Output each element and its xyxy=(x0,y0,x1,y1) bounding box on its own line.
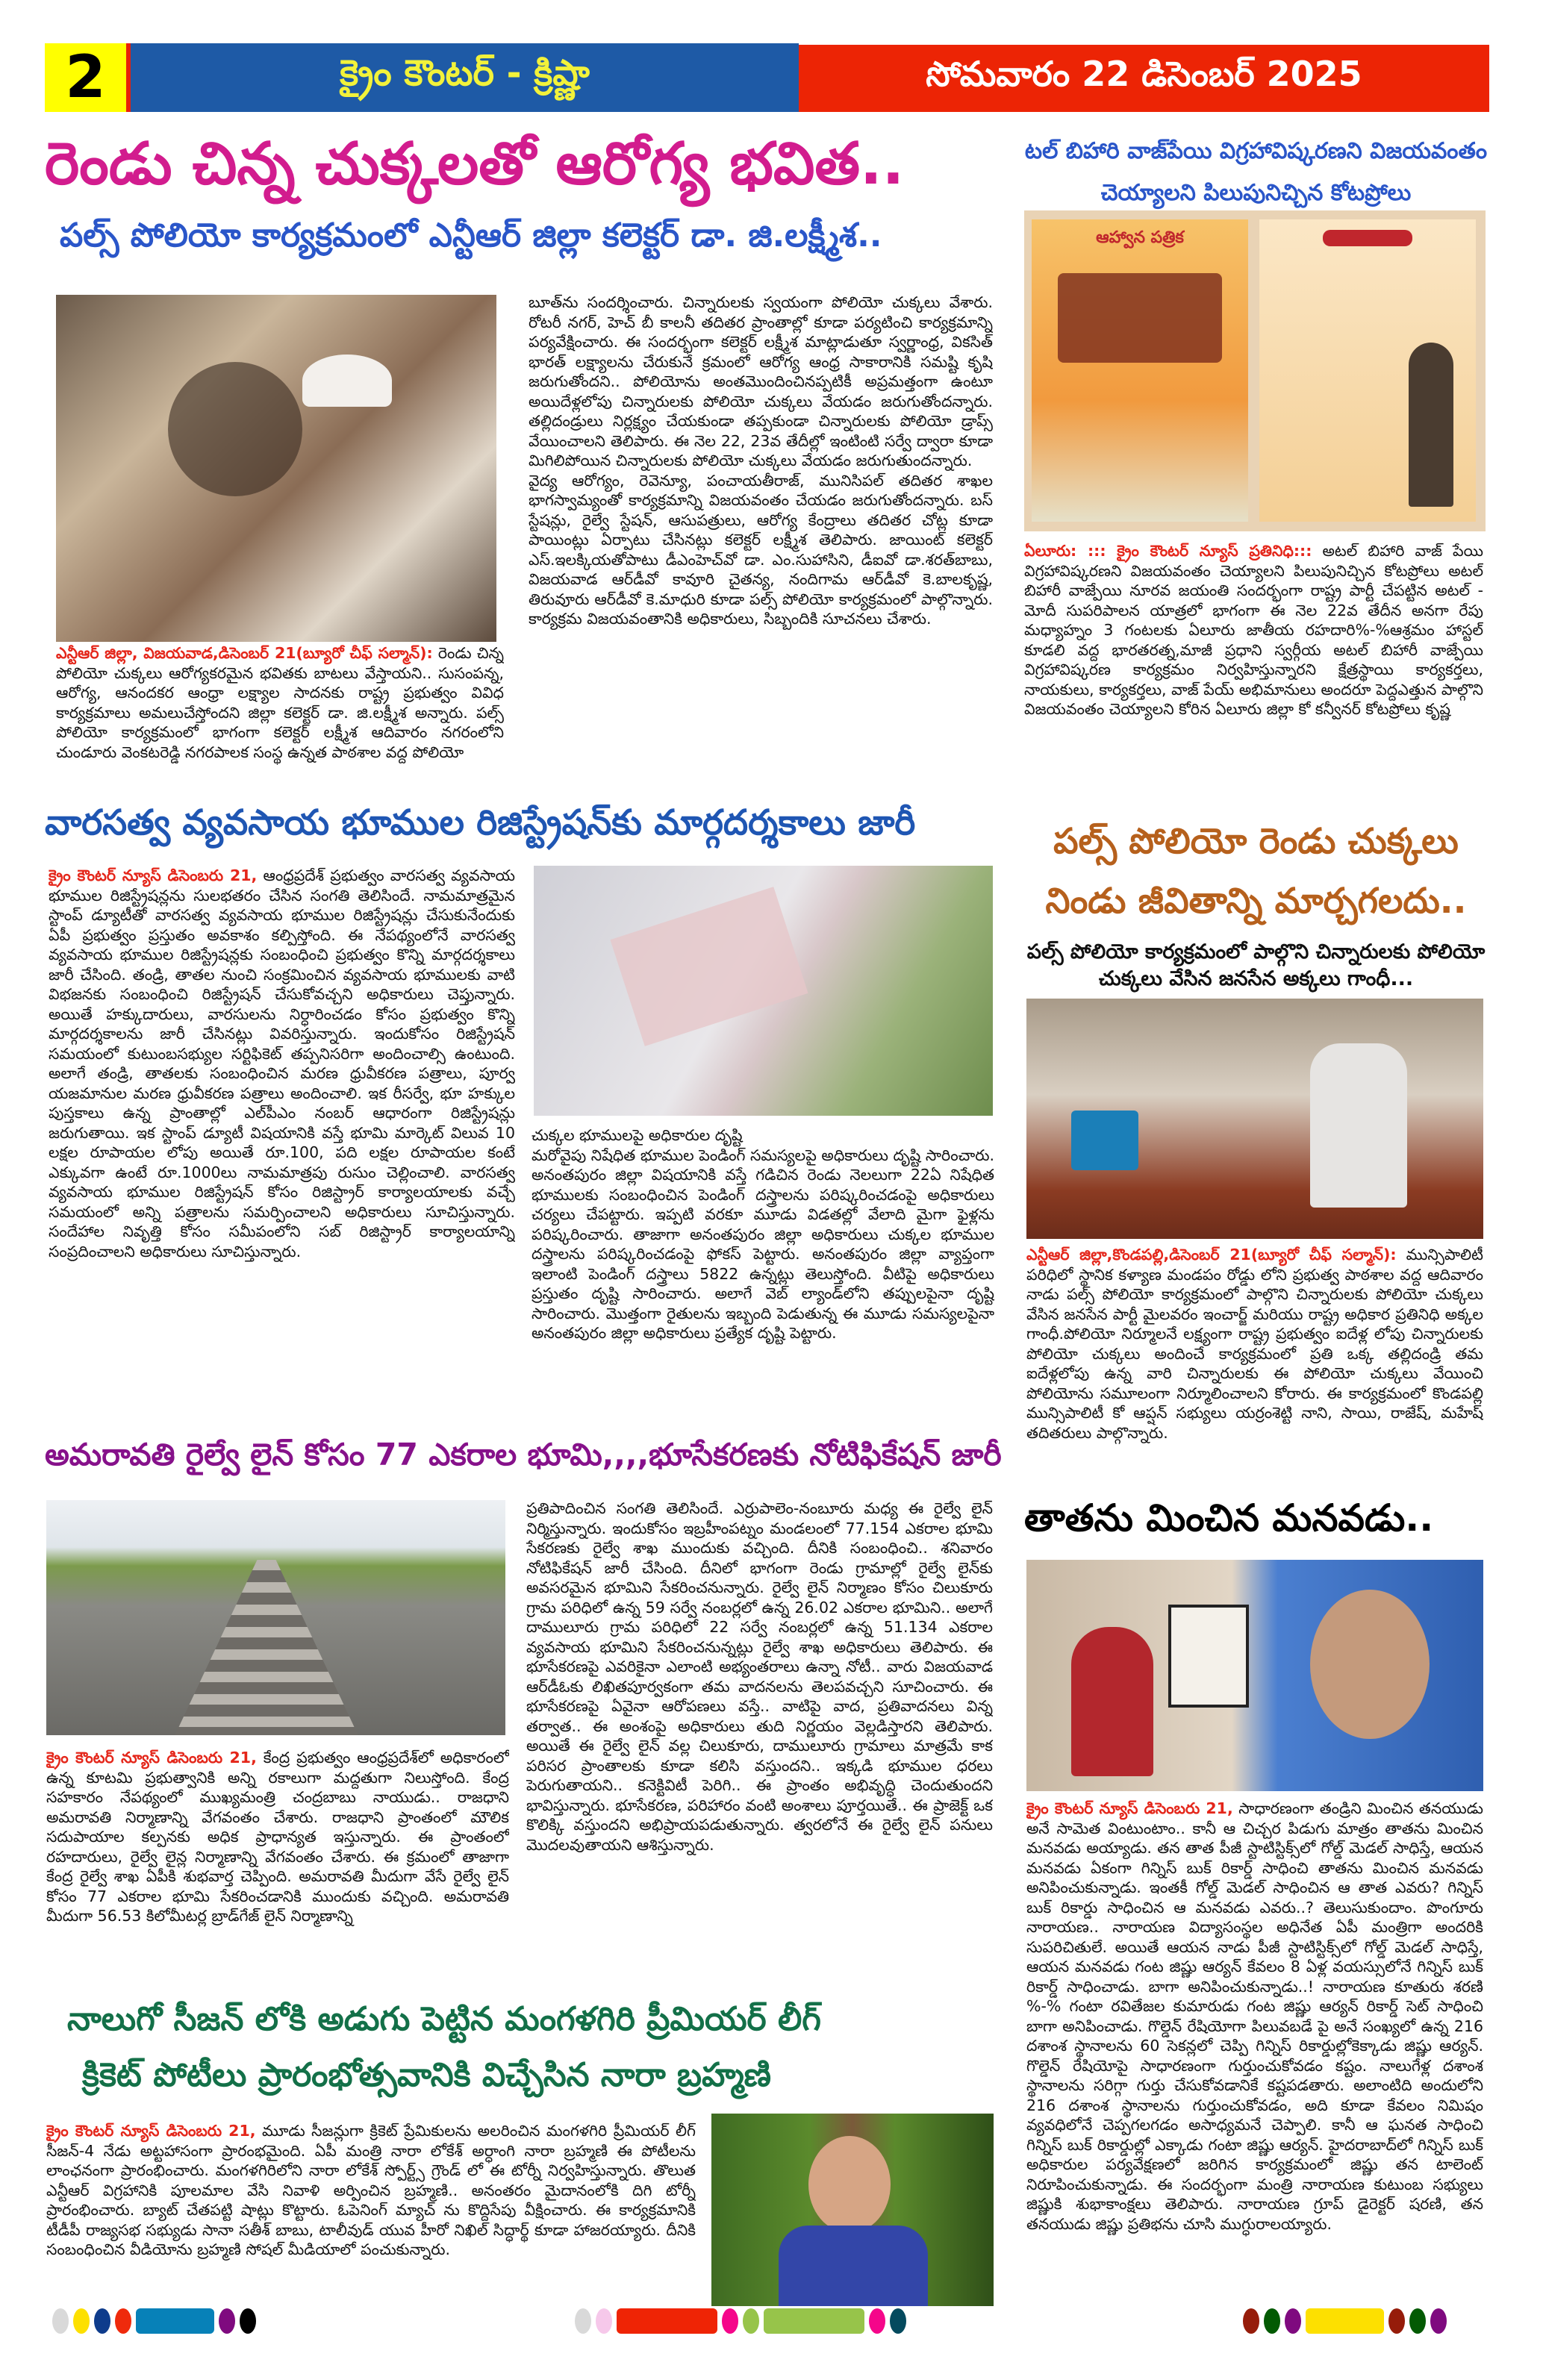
story2-subhead: చుక్కల భూములపై అధికారుల దృష్టి xyxy=(532,1126,743,1144)
story4-photo-nara-brahmani xyxy=(711,2114,994,2306)
story3-column1 xyxy=(46,1748,509,1972)
color-dot xyxy=(596,2308,612,2334)
color-dot xyxy=(1243,2308,1259,2334)
color-dot xyxy=(869,2308,885,2334)
eluru-headline: టల్ బిహారి వాజ్‌పేయి విగ్రహావిష్కరణని విజయవంతం చెయ్యాలని పిలుపునిచ్చిన కోటప్రోలు xyxy=(1024,138,1488,206)
grandson-photo-guinness-record xyxy=(1026,1560,1483,1791)
edition-name: క్రైం కౌంటర్ - క్రిష్ణా xyxy=(131,43,799,112)
footer-color-strip-left xyxy=(52,2308,261,2335)
polio-right-body xyxy=(1026,1245,1483,1469)
color-dot xyxy=(94,2308,110,2334)
story4-body xyxy=(46,2121,696,2308)
story3-column2 xyxy=(526,1499,993,1973)
grandson-body xyxy=(1026,1799,1483,2310)
color-dot xyxy=(240,2308,256,2334)
story1-column2 xyxy=(529,293,993,785)
eluru-lead: అటల్ బిహారి వాజ్ పేయి విగ్రహావిష్కరణని విజయవంతం చెయ్యాలని పిలుపునిచ్చిన కోటప్రోలు అటల్ బిహారీ వాజ్పేయి నూరవ జయంతి సందర్భంగా రాష్ట్ర పార్టీ చేపట్టిన అటల్ - మోదీ సుపరిపాలన యాత్రలో భాగంగా ఈ నెల 22వ తేదీన అనగా రేపు మధ్యాహ్నం 3 గంటలకు ఏలూరు జాతీయ రహదారి%-%ఆశ్రమం హాస్టల్ కూడలి వద్ద భారతరత్న,మాజీ ప్రధాని స్వర్గీయ అటల్ బిహారీ వాజ్పేయి విగ్రహావిష్కరణ కార్యక్రమం నిర్వహిస్తున్నారని క్షేత్రస్థాయి కార్యకర్తలు, నాయకులు, కార్యకర్తలు, వాజ్ పేయ్ అభిమానులు అందరూ పెద్దఎత్తున పాల్గొని విజయవంతం చెయ్యాలని కోరిన ఏలూరు జిల్లా కో కన్వీనర్ కోటప్రోలు కృష్ణ xyxy=(1024,542,1483,718)
story1-column1 xyxy=(56,643,504,785)
poster-title: ఆహ్వాన పత్రిక xyxy=(1096,228,1184,247)
color-bar xyxy=(1306,2308,1384,2334)
footer-color-strip-right xyxy=(1243,2308,1451,2335)
color-dot xyxy=(115,2308,131,2334)
story3-photo-railway-track xyxy=(46,1500,505,1735)
polio-right-dateline: ఎన్టీఆర్ జిల్లా,కొండపల్లి,డిసెంబర్ 21(బ్యూరో చీఫ్ సల్మాన్): xyxy=(1026,1246,1397,1264)
story3-headline: అమరావతి రైల్వే లైన్ కోసం 77 ఎకరాల భూమి,,,,భూసేకరణకు నోటిఫికేషన్ జారీ xyxy=(45,1437,1002,1472)
story2-column2 xyxy=(532,1125,994,1413)
story2-lead: ఆంధ్రప్రదేశ్ ప్రభుత్వం వారసత్వ వ్యవసాయ భూముల రిజిస్ట్రేషన్లను సులభతరం చేసిన సంగతి తెలిసిందే. నామమాత్రమైన స్టాంప్ డ్యూటీతో వారసత్వ వ్యవసాయ భూముల రిజిస్ట్రేషన్లు చేసుకునేందుకు ఏపీ ప్రభుత్వం ప్రస్తుతం అవకాశం కల్పిస్తోంది. ఈ నేపథ్యంలోనే వారసత్వ వ్యవసాయ భూముల రిజిస్ట్రేషన్లకు సంబంధించి ప్రభుత్వం కొన్ని మార్గదర్శకాలు జారీ చేసింది. తండ్రి, తాతల నుంచి సంక్రమించిన వ్యవసాయ భూములకు వాటి విభజనకు సంబంధించి రిజిస్ట్రేషన్ చేసుకోవచ్చని అధికారులు చెప్తున్నారు. అయితే హక్కుదారులు, వారసులను నిర్ధారించడం కోసం ప్రభుత్వం కొన్ని మార్గదర్శకాలను జారీ చేసినట్లు వివరిస్తున్నారు. ఇందుకోసం రిజిస్ట్రేషన్ సమయంలో కుటుంబసభ్యుల సర్టిఫికెట్ తప్పనిసరిగా అందించాల్సి ఉంటుంది. అలాగే తండ్రి, తాతలకు సంబంధించిన మరణ ధ్రువీకరణ పత్రాలు, పూర్వ యజమానుల మరణ ధ్రువీకరణ పత్రాలు అందించాలి. ఇక రీసర్వే, భూ హక్కుల పుస్తకాలు ఉన్న ప్రాంతాల్లో ఎల్‌పీఎం నంబర్ ఆధారంగా రిజిస్ట్రేషన్లు జరుగుతాయి. ఇక స్టాంప్ డ్యూటీ విషయానికి వస్తే భూమి మార్కెట్ విలువ 10 లక్షల రూపాయల లోపు అయితే రూ.100, పది లక్షల రూపాయల కంటే ఎక్కువగా ఉంటే రూ.1000లు నామమాత్రపు రుసుం చెల్లించాలి. వారసత్వ వ్యవసాయ భూముల రిజిస్ట్రేషన్ కోసం రిజిస్ట్రార్ కార్యాలయాలకు వచ్చే సమయంలో అన్ని పత్రాలను సమర్పించాలని అధికారులు సూచిస్తున్నారు. సందేహాల నివృత్తి కోసం సమీపంలోని సబ్ రిజిస్ట్రార్ కార్యాలయాన్ని సంప్రదించాలని అధికారులు సూచిస్తున్నారు. xyxy=(49,866,515,1261)
story4-headline-line1: నాలుగో సీజన్ లోకి అడుగు పెట్టిన మంగళగిరి ప్రీమియర్ లీగ్ xyxy=(67,2000,821,2038)
story2-dateline: క్రైం కౌంటర్ న్యూస్ డిసెంబరు 21, xyxy=(49,866,258,884)
color-dot xyxy=(1285,2308,1301,2334)
color-dot xyxy=(1388,2308,1405,2334)
color-dot xyxy=(73,2308,90,2334)
color-dot xyxy=(52,2308,69,2334)
grandson-lead: సాధారణంగా తండ్రిని మించిన తనయుడు అనే సామెత వింటుంటాం.. కానీ ఆ చిచ్చర పిడుగు మాత్రం తాతను మించిన మనవడు అయ్యాడు. తన తాత పీజీ స్టాటిస్టిక్స్‌లో గోల్డ్ మెడల్ సాధిస్తే, ఆయన మనవడు ఏకంగా గిన్నిస్ బుక్ రికార్డ్ సాధించి తాతను మించిన మనవడు అనిపించుకున్నాడు. ఇంతకీ గోల్డ్ మెడల్ సాధించిన ఆ తాత ఎవరు? గిన్నిస్ బుక్ రికార్డు సాధించిన ఆ మనవడు ఎవరు..? తెలుసుకుందాం. పొంగూరు నారాయణ.. నారాయణ విద్యాసంస్థల అధినేత ఏపీ మంత్రిగా అందరికి సుపరిచితులే. అయితే ఆయన నాడు పీజీ స్టాటిస్టిక్స్‌లో గోల్డ్ మెడల్ సాధిస్తే, ఆయన మనవడు గంట జిష్ణు ఆర్యన్ కేవలం 8 ఏళ్ల వయస్సులోనే గిన్నిస్ బుక్ రికార్డ్ సాధించాడు. బాగా అనిపించుకున్నాడు..! నారాయణ కూతురు శరణి %-% గంటా రవితేజల కుమారుడు గంట జిష్ణు ఆర్యన్ రికార్డ్ సెట్ సాధించి బాగా అనిపించాడు. గొల్డెన్ రేషియోగా పిలువబడే పై అనే సంఖ్యలో ఉన్న 216 దశాంశ స్థానాలను 60 సెకన్లలో చెప్పి గిన్నిస్ రికార్డుల్లోకెక్కాడు జిష్ణు ఆర్యన్. గొల్డెన్ రేషియోపై సాధారణంగా గుర్తుంచుకోవడం కష్టం. నాలుగేళ్ల దశాంశ స్థానాలను సరిగ్గా గుర్తు చేసుకోవడానికే కష్టపడతారు. అలాంటిది అందులోని 216 దశాంశ స్థానాలను గుర్తుంచుకోవడం, అది కూడా కేవలం నిమిషం వ్యవధిలోనే చెప్పగలగడం అసాధ్యమనే చెప్పాలి. కానీ ఆ ఘనత సాధించి గిన్నిస్ బుక్ రికార్డుల్లో ఎక్కాడు గంటా జిష్ణు ఆర్యన్. హైదరాబాద్‌లో గిన్నిస్ బుక్ అధికారుల పర్యవేక్షణలో జరిగిన కార్యక్రమంలో జిష్ణు తన టాలెంట్ నిరూపించుకున్నాడు. ఈ సందర్భంగా మంత్రి నారాయణ కుటుంబ సభ్యులు జిష్ణుకి శుభాకాంక్షలు తెలిపారు. నారాయణ గ్రూప్ డైరెక్టర్ షరణి, తన తనయుడు జిష్ణు ప్రతిభను చూసి ముగ్ధురాలయ్యారు. xyxy=(1026,1799,1483,2233)
page-number: 2 xyxy=(45,43,131,112)
story3-dateline: క్రైం కౌంటర్ న్యూస్ డిసెంబరు 21, xyxy=(46,1749,257,1767)
color-dot xyxy=(1409,2308,1426,2334)
color-dot xyxy=(743,2308,759,2334)
eluru-dateline: ఏలూరు: ::: క్రైం కౌంటర్ న్యూస్ ప్రతినిధి::: xyxy=(1024,542,1312,560)
color-dot xyxy=(1430,2308,1447,2334)
story1-paragraph: బూత్‌ను సందర్శించారు. చిన్నారులకు స్వయంగా పోలియో చుక్కలు వేశారు. రోటరీ నగర్, హెచ్ బీ కాలనీ తదితర ప్రాంతాల్లో కూడా పర్యటించి కార్యక్రమాన్ని పర్యవేక్షించారు. ఈ సందర్భంగా కలెక్టర్ లక్ష్మీశ మాట్లాడుతూ స్వర్ణాంధ్ర, వికసిత్ భారత్ లక్ష్యాలను చేరుకునే క్రమంలో ఆరోగ్య ఆంధ్ర సాకారానికి సమష్టి కృషి జరుగుతోందని.. పోలియోను అంతమొందించినప్పటికీ అప్రమత్తంగా ఉంటూ అయిదేళ్లలోపు చిన్నారులకు పోలియో చుక్కలు వేయడం జరుగుతోందన్నారు. తల్లిదండ్రులు నిర్లక్ష్యం చేయకుండా తప్పకుండా చిన్నారులకు పోలియో డ్రాప్స్ వేయించాలని తెలిపారు. ఈ నెల 22, 23వ తేదీల్లో ఇంటింటి సర్వే ద్వారా కూడా మిగిలిపోయిన చిన్నారులకు పోలియో చుక్కలు వేయడం జరుగుతుందన్నారు. xyxy=(529,293,993,469)
story1-lead: రెండు చిన్న పోలియో చుక్కలు ఆరోగ్యకరమైన భవితకు బాటలు వేస్తాయని.. సుసంపన్న, ఆరోగ్య, ఆనందకర ఆంధ్రా లక్ష్యాల సాదనకు రాష్ట్ర ప్రభుత్వం వివిధ కార్యక్రమాలు అమలుచేస్తోందని జిల్లా కలెక్టర్ డా. జి.లక్ష్మీశ అన్నారు. పల్స్ పోలియో కార్యక్రమంలో భాగంగా కలెక్టర్ లక్ష్మీశ ఆదివారం నగరంలోని చుండూరు వెంకటరెడ్డి నగరపాలక సంస్థ ఉన్నత పాఠశాల వద్ద పోలియో xyxy=(56,644,504,761)
polio-right-photo xyxy=(1026,999,1483,1239)
story1-photo-collector-polio-drops xyxy=(56,295,496,642)
story2-col2-text: మరోవైపు నిషేధిత భూముల పెండింగ్ సమస్యలపై అధికారులు దృష్టి సారించారు. అనంతపురం జిల్లా విషయానికి వస్తే గడిచిన రెండు నెలలుగా 22ఏ నిషేధిత భూములకు సంబంధించిన పెండింగ్ దస్త్రాలను పరిష్కరించడంపై అధికారులు చర్యలు చేపట్టారు. ఇప్పటి వరకూ మూడు విడతల్లో వేలాది మైగా ఫైళ్లను పరిష్కరించారు. తాజాగా అనంతపురం జిల్లా అధికారులు చుక్కల భూముల దస్త్రాలను పరిష్కరించడంపై ఫోకస్ పెట్టారు. అనంతపురం జిల్లా వ్యాప్తంగా ఇలాంటి పెండింగ్ దస్త్రాలు 5822 ఉన్నట్లు తెలుస్తోంది. వీటిపై అధికారులు ప్రస్తుతం దృష్టి సారించారు. అలాగే వెబ్ ల్యాండ్‌లోని తప్పులపైనా దృష్టి సారించారు. మొత్తంగా రైతులను ఇబ్బంది పెడుతున్న ఈ మూడు సమస్యలపైనా అనంతపురం జిల్లా అధికారులు ప్రత్యేక దృష్టి పెట్టారు. xyxy=(532,1146,994,1342)
eluru-invitation-poster xyxy=(1024,210,1486,531)
color-dot xyxy=(1264,2308,1280,2334)
story2-column1 xyxy=(49,866,515,1411)
story4-lead: మూడు సీజన్లుగా క్రికెట్ ప్రేమికులను అలరించిన మంగళగిరి ప్రీమియర్ లీగ్ సీజన్-4 నేడు అట్టహాసంగా ప్రారంభమైంది. ఏపీ మంత్రి నారా లోకేశ్ అర్ధాంగి నారా బ్రహ్మణి ఈ పోటీలను లాంఛనంగా ప్రారంభించారు. మంగళగిరిలోని నారా లోకేశ్ స్పోర్ట్స్ గ్రౌండ్ లో ఈ టోర్నీ నిర్వహిస్తున్నారు. తొలుత ఎన్టీఆర్ విగ్రహానికి పూలమాల వేసి నివాళి అర్పించిన బ్రహ్మణి.. అనంతరం మైదానంలోకి దిగి టోర్నీ ప్రారంభించారు. బ్యాట్ చేతపట్టి షాట్లు కొట్టారు. ఓపెనింగ్ మ్యాచ్ ను కొద్దిసేపు వీక్షించారు. ఈ కార్యక్రమానికి టీడీపీ రాజ్యసభ సభ్యుడు సానా సతీశ్ బాబు, టాలీవుడ్ యువ హీరో నిఖిల్ సిద్ధార్థ్ కూడా హాజరయ్యారు. దీనికి సంబంధించిన వీడియోను బ్రహ్మణి సోషల్ మీడియాలో పంచుకున్నారు. xyxy=(46,2122,696,2258)
color-bar xyxy=(617,2308,717,2334)
color-dot xyxy=(575,2308,591,2334)
color-dot xyxy=(722,2308,738,2334)
polio-right-headline: పల్స్ పోలియో రెండు చుక్కలు నిండు జీవితాన్ని మార్చగలదు.. xyxy=(1045,821,1467,922)
story3-col2-text: ప్రతిపాదించిన సంగతి తెలిసిందే. ఎర్రుపాలెం-నంబూరు మధ్య ఈ రైల్వే లైన్ నిర్మిస్తున్నారు. ఇందుకోసం ఇబ్రహీంపట్నం మండలంలో 77.154 ఎకరాల భూమి సేకరణకు రైల్వే శాఖ ముందుకు వచ్చింది. దీనికి సంబంధించి.. శనివారం నోటిఫికేషన్ జారీ చేసింది. దీనిలో భాగంగా రెండు గ్రామాల్లో రైల్వే లైన్‌కు అవసరమైన భూమిని సేకరించనున్నారు. రైల్వే లైన్ నిర్మాణం కోసం చిలుకూరు గ్రామ పరిధిలో ఉన్న 59 సర్వే నంబర్లలో ఉన్న 26.02 ఎకరాల భూమిని.. అలాగే దాములూరు గ్రామ పరిధిలో 22 సర్వే నంబర్లలో ఉన్న 51.134 ఎకరాల వ్యవసాయ భూమిని సేకరించనున్నట్లు రైల్వే శాఖ అధికారులు తెలిపారు. ఈ భూసేకరణపై ఎవరికైనా ఎలాంటి అభ్యంతరాలు ఉన్నా నోటీ.. వారు విజయవాడ ఆర్‌డీఓకు లిఖితపూర్వకంగా తమ వాదనలను తెలపవచ్చని సూచించారు. ఈ భూసేకరణపై ఏవైనా ఆరోపణలు వస్తే.. వాటిపై వాద, ప్రతివాదనలు విన్న తర్వాత.. ఈ అంశంపై అధికారులు తుది నిర్ణయం వెల్లడిస్తారని తెలిపారు. అయితే ఈ రైల్వే లైన్ వల్ల చిలుకూరు, దాములూరు గ్రామాలు మాత్రమే కాక పరిసర ప్రాంతాలకు కూడా కలిసి వస్తుందని.. ఇక్కడి భూముల ధరలు పెరుగుతాయని.. కనెక్టివిటీ పెరిగి.. ఈ ప్రాంతం అభివృద్ధి చెందుతుందని భావిస్తున్నారు. భూసేకరణ, పరిహారం వంటి అంశాలు పూర్తయితే.. ఈ ప్రాజెక్ట్ ఒక కొలిక్కి వస్తుందని అభిప్రాయపడుతున్నారు. త్వరలోనే ఈ రైల్వే లైన్ పనులు మొదలవుతాయని ఆశిస్తున్నారు. xyxy=(526,1499,993,1854)
story1-paragraph: వైద్య ఆరోగ్యం, రెవెన్యూ, పంచాయతీరాజ్, మునిసిపల్ తదితర శాఖల భాగస్వామ్యంతో కార్యక్రమాన్ని విజయవంతం చేయడం జరుగుతోందన్నారు. బస్ స్టేషన్లు, రైల్వే స్టేషన్, ఆసుపత్రులు, ఆరోగ్య కేంద్రాలు తదితర చోట్ల కూడా పాయింట్లు ఏర్పాటు చేసినట్లు కలెక్టర్ లక్ష్మీశ తెలిపారు. జాయింట్ కలెక్టర్ ఎస్.ఇలక్కియతోపాటు డీఎంహెచ్‌వో డా. ఎం.సుహాసిని, డీఐవో డా.శరత్‌బాబు, విజయవాడ ఆర్‌డీవో కావూరి చైతన్య, నందిగామ ఆర్‌డీవో కె.బాలకృష్ణ, తిరువూరు ఆర్‌డీవో కె.మాధురి కూడా పల్స్ పోలియో కార్యక్రమంలో పాల్గొన్నారు. కార్యక్రమ విజయవంతానికి అధికారులు, సిబ్బందికి సూచనలు చేశారు. xyxy=(529,471,993,628)
story2-photo-land-documents xyxy=(534,866,993,1116)
story4-dateline: క్రైం కౌంటర్ న్యూస్ డిసెంబరు 21, xyxy=(46,2122,256,2140)
polio-right-subheadline: పల్స్ పోలియో కార్యక్రమంలో పాల్గొని చిన్నారులకు పోలియో చుక్కలు వేసిన జనసేన అక్కలు గాంధీ... xyxy=(1026,940,1486,990)
eluru-body xyxy=(1024,541,1483,787)
color-bar xyxy=(764,2308,864,2334)
story2-headline: వారసత్వ వ్యవసాయ భూముల రిజిస్ట్రేషన్‌కు మార్గదర్శకాలు జారీ xyxy=(45,802,916,843)
issue-date: సోమవారం 22 డిసెంబర్ 2025 xyxy=(799,45,1489,112)
grandson-dateline: క్రైం కౌంటర్ న్యూస్ డిసెంబరు 21, xyxy=(1026,1799,1233,1817)
story1-headline: రెండు చిన్న చుక్కలతో ఆరోగ్య భవిత.. xyxy=(45,131,905,198)
story4-headline-line2: క్రికెట్ పోటీలు ప్రారంభోత్సవానికి విచ్చేసిన నారా బ్రహ్మణి xyxy=(82,2056,772,2094)
color-dot xyxy=(219,2308,235,2334)
grandson-headline: తాతను మించిన మనవడు.. xyxy=(1024,1496,1434,1540)
color-bar xyxy=(136,2308,214,2334)
story1-subheadline: పల్స్ పోలియో కార్యక్రమంలో ఎన్టీఆర్ జిల్లా కలెక్టర్ డా. జి.లక్ష్మీశ.. xyxy=(60,216,882,254)
footer-color-strip-center xyxy=(575,2308,911,2335)
polio-right-lead: మున్సిపాలిటీ పరిధిలో స్థానిక కళ్యాణ మండపం రోడ్డు లోని ప్రభుత్వ పాఠశాల వద్ద ఆదివారం నాడు పల్స్ పోలియో కార్యక్రమంలో పాల్గొని చిన్నారులకు పోలియో చుక్కలు వేసిన జనసేన పార్టీ మైలవరం ఇంచార్జ్ మరియు రాష్ట్ర అధికార ప్రతినిధి అక్కల గాంధీ.పోలియో నిర్మూలనే లక్ష్యంగా రాష్ట్ర ప్రభుత్వం ఐదేళ్ల లోపు చిన్నారులకు పోలియో చుక్కలు అందించే కార్యక్రమంలో ప్రతి ఒక్క తల్లిదండ్రి తమ ఐదేళ్లలోపు ఉన్న వారి చిన్నారులకు ఈ పోలియో చుక్కలు వేయించి పోలియోను సమూలంగా నిర్మూలించాలని కోరారు. ఈ కార్యక్రమంలో కొండపల్లి మున్సిపాలిటీ కో ఆప్షన్ సభ్యులు యర్రంశెట్టి నాని, సాయి, రాజేష్, మహేష్ తదితరులు పాల్గొన్నారు. xyxy=(1026,1246,1483,1442)
story1-dateline: ఎన్టీఆర్ జిల్లా, విజయవాడ,డిసెంబర్ 21(బ్యూరో చీఫ్ సల్మాన్): xyxy=(56,644,433,662)
story3-lead: కేంద్ర ప్రభుత్వం ఆంధ్రప్రదేశ్‌లో అధికారంలో ఉన్న కూటమి ప్రభుత్వానికి అన్ని రకాలుగా మద్దతుగా నిలుస్తోంది. కేంద్ర సహకారం నేపథ్యంలో ముఖ్యమంత్రి చంద్రబాబు నాయుడు.. రాజధాని అమరావతి నిర్మాణాన్ని వేగవంతం చేశారు. రాజధాని ప్రాంతంలో మౌలిక సదుపాయాల కల్పనకు అధిక ప్రాధాన్యత ఇస్తున్నారు. ఈ ప్రాంతంలో రహదారులు, రైల్వే లైన్ల నిర్మాణాన్ని వేగవంతం చేశారు. ఈ క్రమంలో తాజాగా కేంద్ర రైల్వే శాఖ ఏపీకి శుభవార్త చెప్పింది. అమరావతి మీదుగా వేసే రైల్వే లైన్ కోసం 77 ఎకరాల భూమి సేకరించడానికి ముందుకు వచ్చింది. అమరావతి మీదుగా 56.53 కిలోమీటర్ల బ్రాడ్‌గేజ్ లైన్ నిర్మాణాన్ని xyxy=(46,1749,509,1925)
color-dot xyxy=(890,2308,906,2334)
